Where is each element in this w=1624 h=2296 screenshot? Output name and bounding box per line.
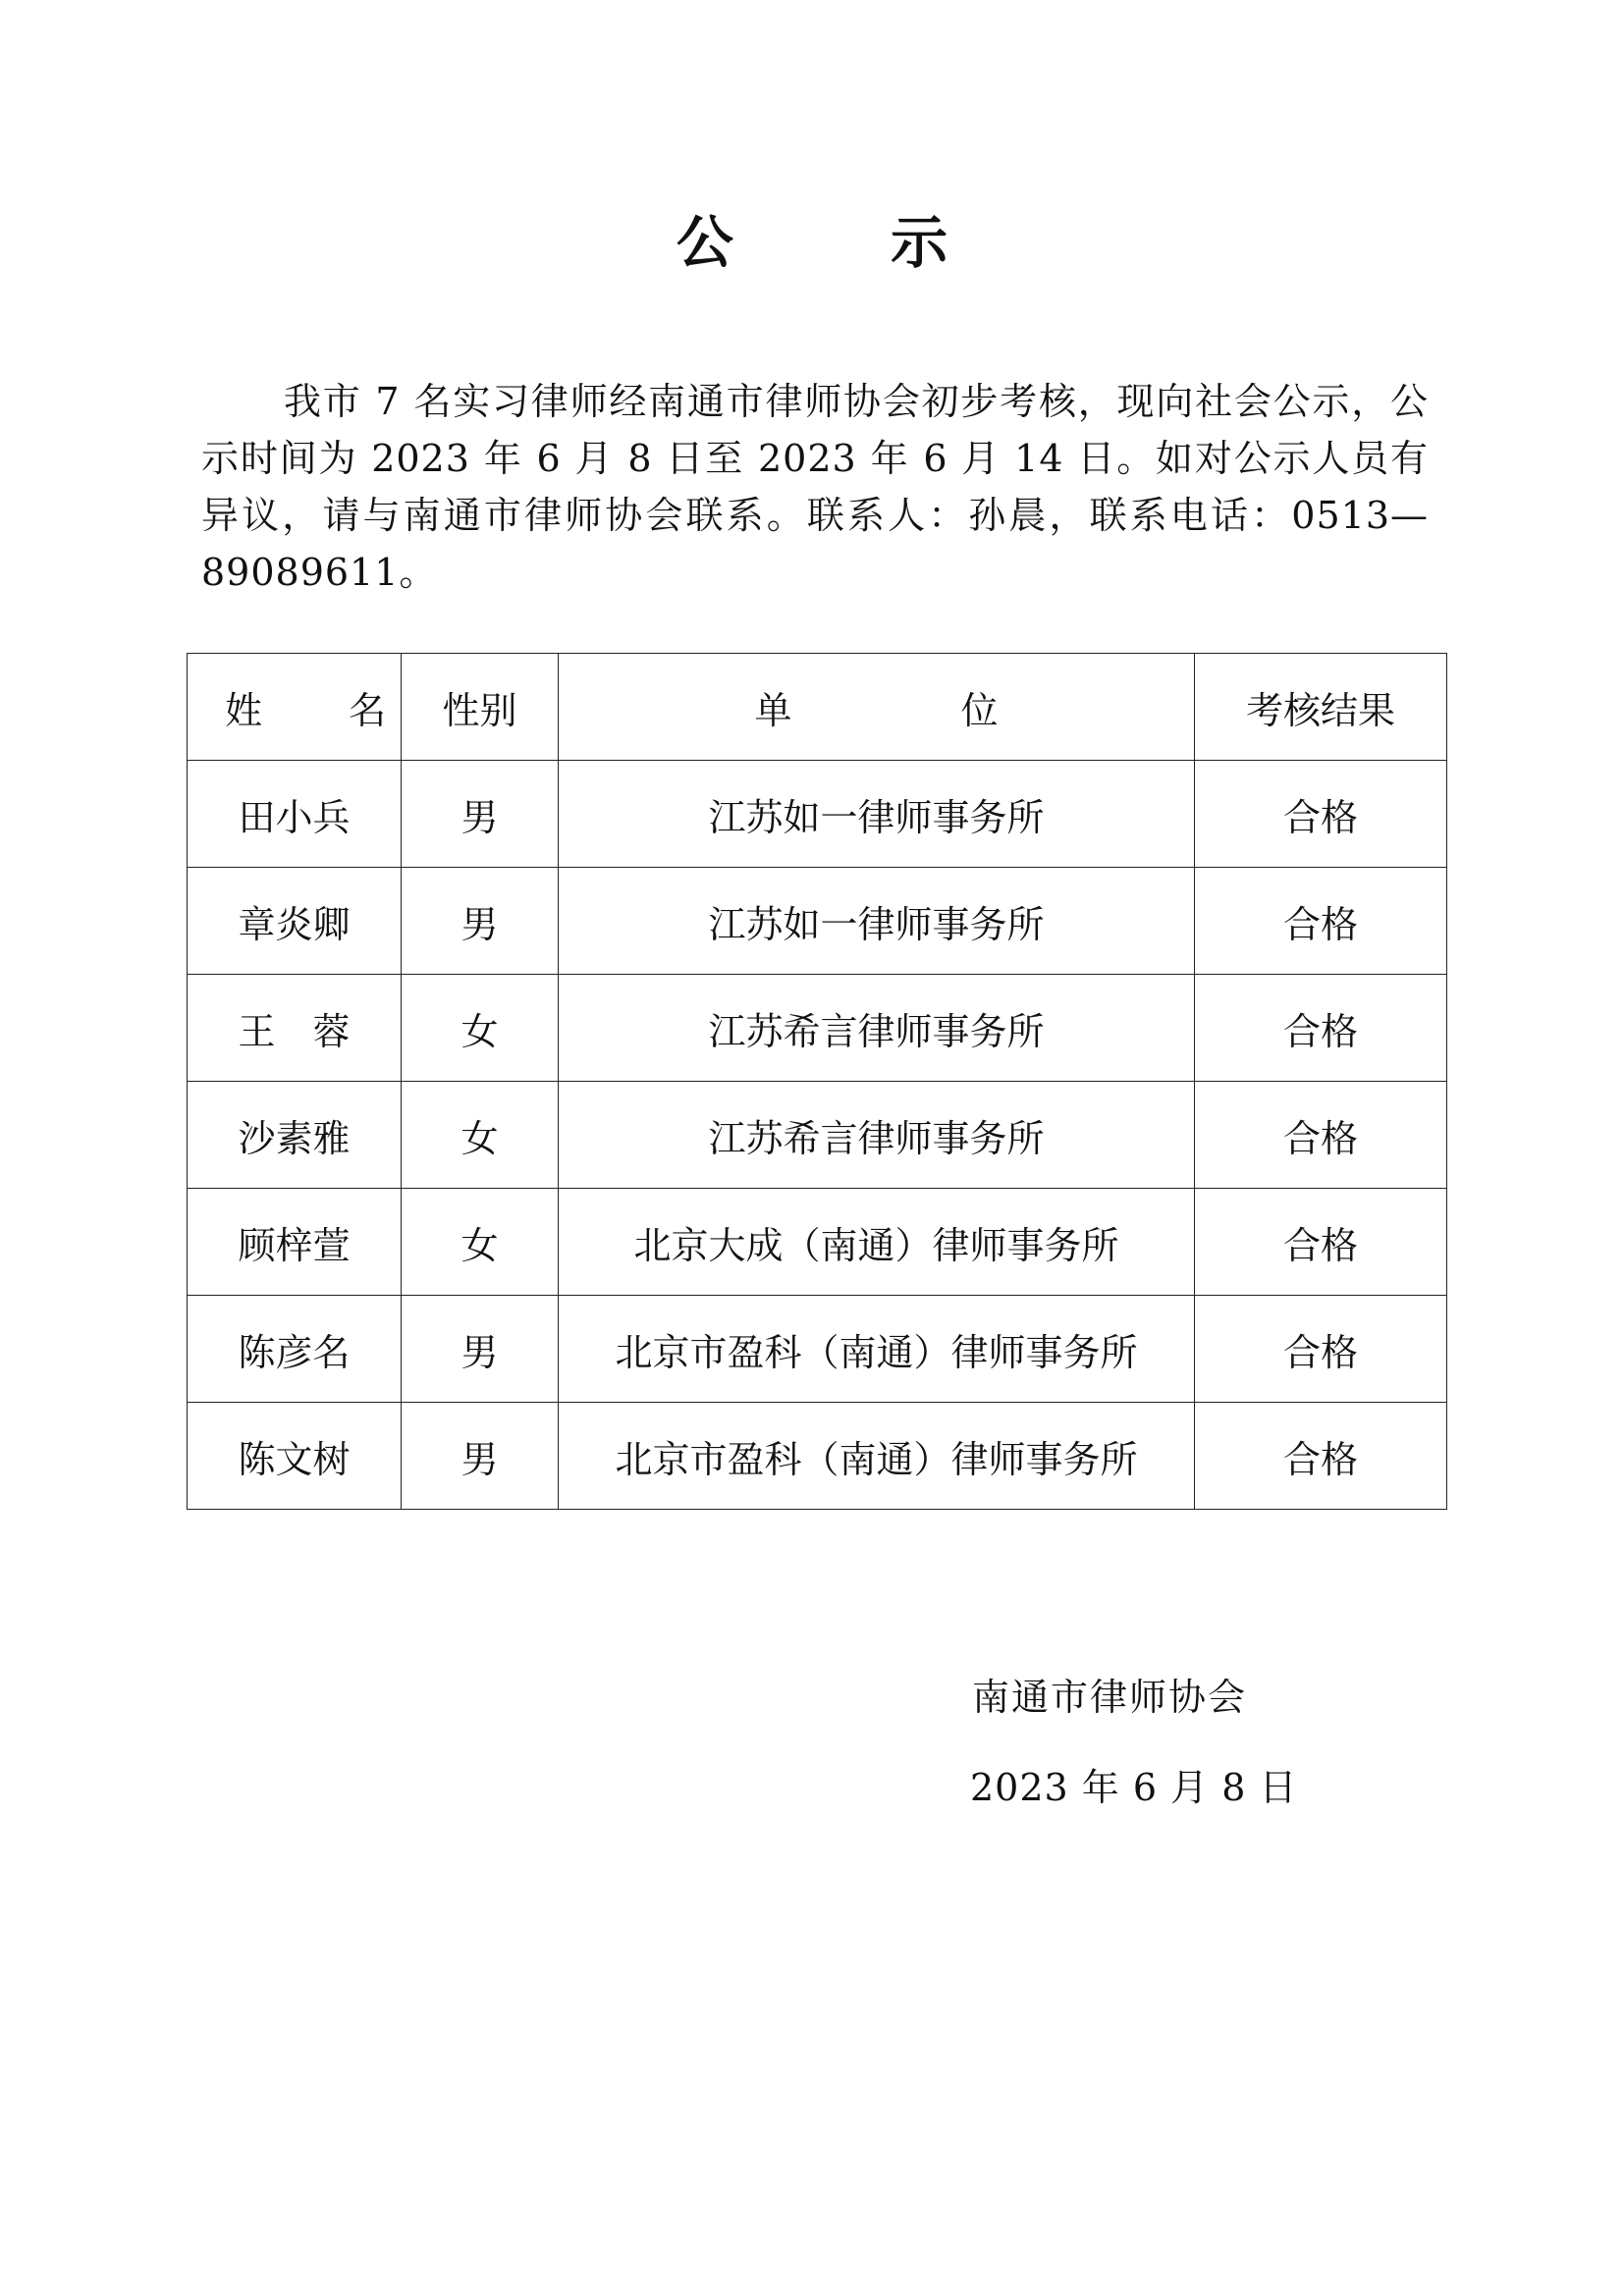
- cell-unit: 江苏希言律师事务所: [559, 975, 1195, 1082]
- table-row: [188, 761, 1447, 868]
- results-table: [187, 653, 1447, 1510]
- cell-name: 沙素雅: [188, 1082, 402, 1189]
- cell-name: 顾梓萱: [188, 1189, 402, 1296]
- cell-gender: 女: [402, 1082, 559, 1189]
- page-title: 公 示: [676, 209, 1017, 276]
- cell-name: 王 蓉: [188, 975, 402, 1082]
- cell-gender: 女: [402, 975, 559, 1082]
- announcement-body: 我市 7 名实习律师经南通市律师协会初步考核，现向社会公示，公示时间为 2023 年 6 月 8 日至 2023 年 6 月 14 日。如对公示人员有异议，请与南通市律师协会联系。联系人：孙晨，联系电话：0513—89089611。: [201, 380, 1429, 594]
- cell-result: 合格: [1195, 1296, 1447, 1403]
- cell-gender: 女: [402, 1189, 559, 1296]
- table-header-row: [188, 654, 1447, 761]
- cell-unit: 北京市盈科（南通）律师事务所: [559, 1296, 1195, 1403]
- cell-result: 合格: [1195, 975, 1447, 1082]
- cell-gender: 男: [402, 868, 559, 975]
- cell-result: 合格: [1195, 1189, 1447, 1296]
- table-row: [188, 868, 1447, 975]
- cell-gender: 男: [402, 761, 559, 868]
- cell-name: 田小兵: [188, 761, 402, 868]
- cell-result: 合格: [1195, 761, 1447, 868]
- table-row: [188, 1403, 1447, 1510]
- cell-name: 陈文树: [188, 1403, 402, 1510]
- cell-unit: 江苏希言律师事务所: [559, 1082, 1195, 1189]
- signature-organization: 南通市律师协会: [972, 1676, 1248, 1719]
- cell-name: 陈彦名: [188, 1296, 402, 1403]
- signature-date: 2023 年 6 月 8 日: [970, 1766, 1298, 1809]
- cell-gender: 男: [402, 1403, 559, 1510]
- cell-name: 章炎卿: [188, 868, 402, 975]
- header-gender: 性别: [402, 654, 559, 761]
- header-result: 考核结果: [1195, 654, 1447, 761]
- header-unit: 单 位: [559, 654, 1195, 761]
- table-row: [188, 1082, 1447, 1189]
- table-row: [188, 1189, 1447, 1296]
- cell-unit: 北京大成（南通）律师事务所: [559, 1189, 1195, 1296]
- header-name: 姓 名: [188, 654, 402, 761]
- cell-unit: 江苏如一律师事务所: [559, 868, 1195, 975]
- cell-result: 合格: [1195, 1403, 1447, 1510]
- cell-result: 合格: [1195, 1082, 1447, 1189]
- cell-unit: 江苏如一律师事务所: [559, 761, 1195, 868]
- table-row: [188, 1296, 1447, 1403]
- cell-result: 合格: [1195, 868, 1447, 975]
- table-row: [188, 975, 1447, 1082]
- cell-unit: 北京市盈科（南通）律师事务所: [559, 1403, 1195, 1510]
- cell-gender: 男: [402, 1296, 559, 1403]
